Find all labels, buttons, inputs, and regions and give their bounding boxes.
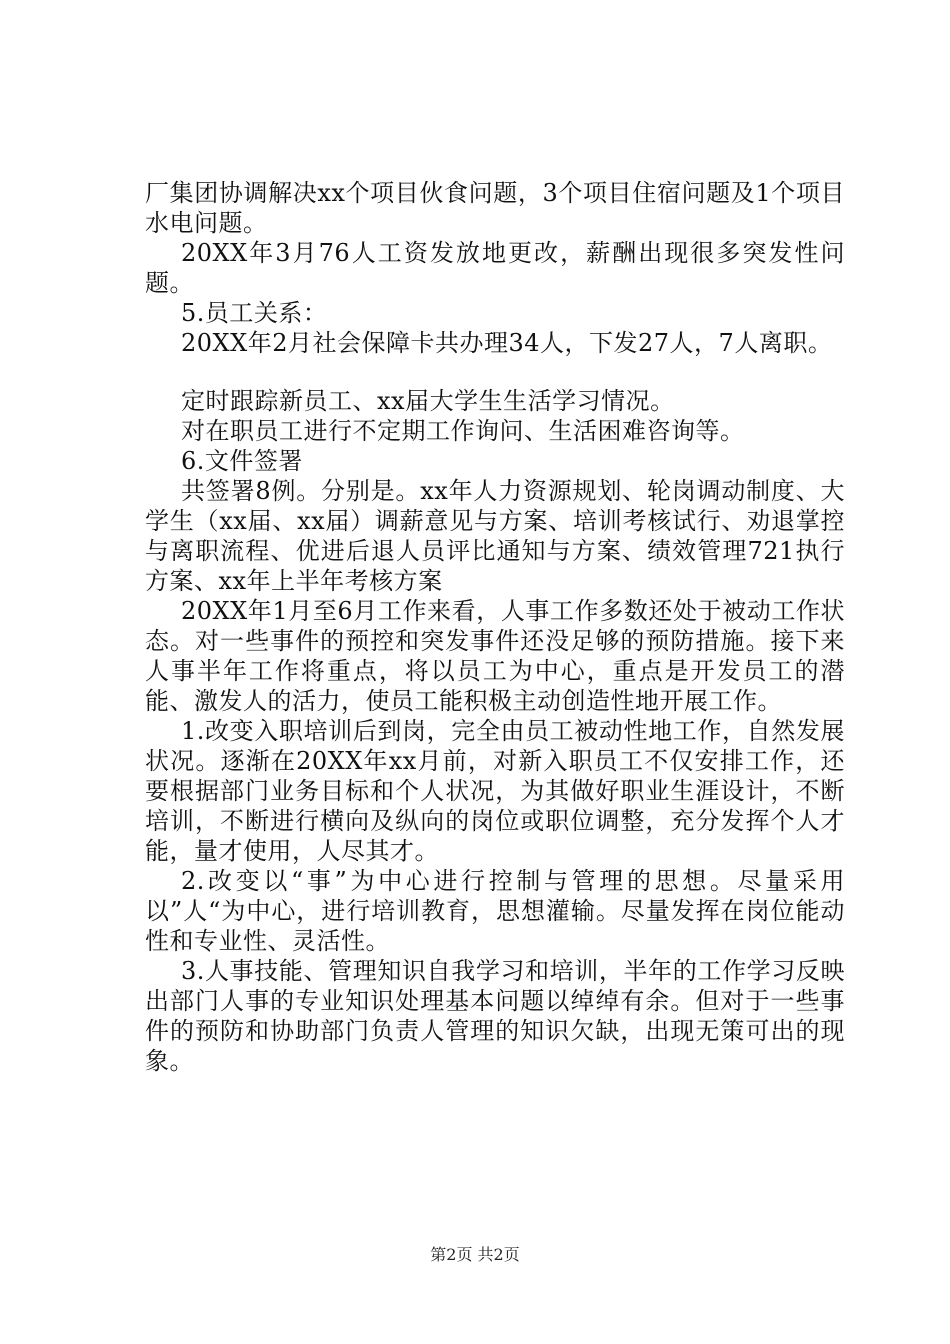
- page-number-footer: 第2页 共2页: [430, 1245, 520, 1264]
- paragraph-plan-item-2: 2.改变以“事”为中心进行控制与管理的思想。尽量采用以”人“为中心，进行培训教育，思想灌输。尽量发挥在岗位能动性和专业性、灵活性。: [145, 867, 845, 955]
- paragraph-signed-documents: 共签署8例。分别是。xx年人力资源规划、轮岗调动制度、大学生（xx届、xx届）调薪意见与方案、培训考核试行、劝退掌控与离职流程、优进后退人员评比通知与方案、绩效管理721执行方案、xx年上半年考核方案: [145, 477, 845, 595]
- paragraph-tracking-new-staff: 定时跟踪新员工、xx届大学生生活学习情况。: [181, 387, 675, 415]
- document-body: [145, 178, 845, 1076]
- paragraph-salary-change: 20XX年3月76人工资发放地更改，薪酬出现很多突发性问题。: [145, 239, 845, 297]
- paragraph-staff-inquiry: 对在职员工进行不定期工作询问、生活困难咨询等。: [181, 417, 745, 445]
- paragraph-social-security: 20XX年2月社会保障卡共办理34人，下发27人，7人离职。: [181, 329, 833, 357]
- paragraph-work-summary: 20XX年1月至6月工作来看，人事工作多数还处于被动工作状态。对一些事件的预控和突发事件还没足够的预防措施。接下来人事半年工作将重点，将以员工为中心，重点是开发员工的潜能、激发人的活力，使员工能积极主动创造性地开展工作。: [145, 597, 845, 715]
- paragraph-plan-item-1: 1.改变入职培训后到岗，完全由员工被动性地工作，自然发展状况。逐渐在20XX年xx月前，对新入职员工不仅安排工作，还要根据部门业务目标和个人状况，为其做好职业生涯设计，不断培训，不断进行横向及纵向的岗位或职位调整，充分发挥个人才能，量才使用，人尽其才。: [145, 717, 845, 865]
- heading-document-signing: 6.文件签署: [181, 447, 303, 475]
- heading-employee-relations: 5.员工关系：: [181, 299, 328, 327]
- paragraph-plan-item-3: 3.人事技能、管理知识自我学习和培训，半年的工作学习反映出部门人事的专业知识处理基本问题以绰绰有余。但对于一些事件的预防和协助部门负责人管理的知识欠缺，出现无策可出的现象。: [145, 957, 845, 1075]
- paragraph-meals-lodging: 厂集团协调解决xx个项目伙食问题，3个项目住宿问题及1个项目水电问题。: [145, 179, 845, 237]
